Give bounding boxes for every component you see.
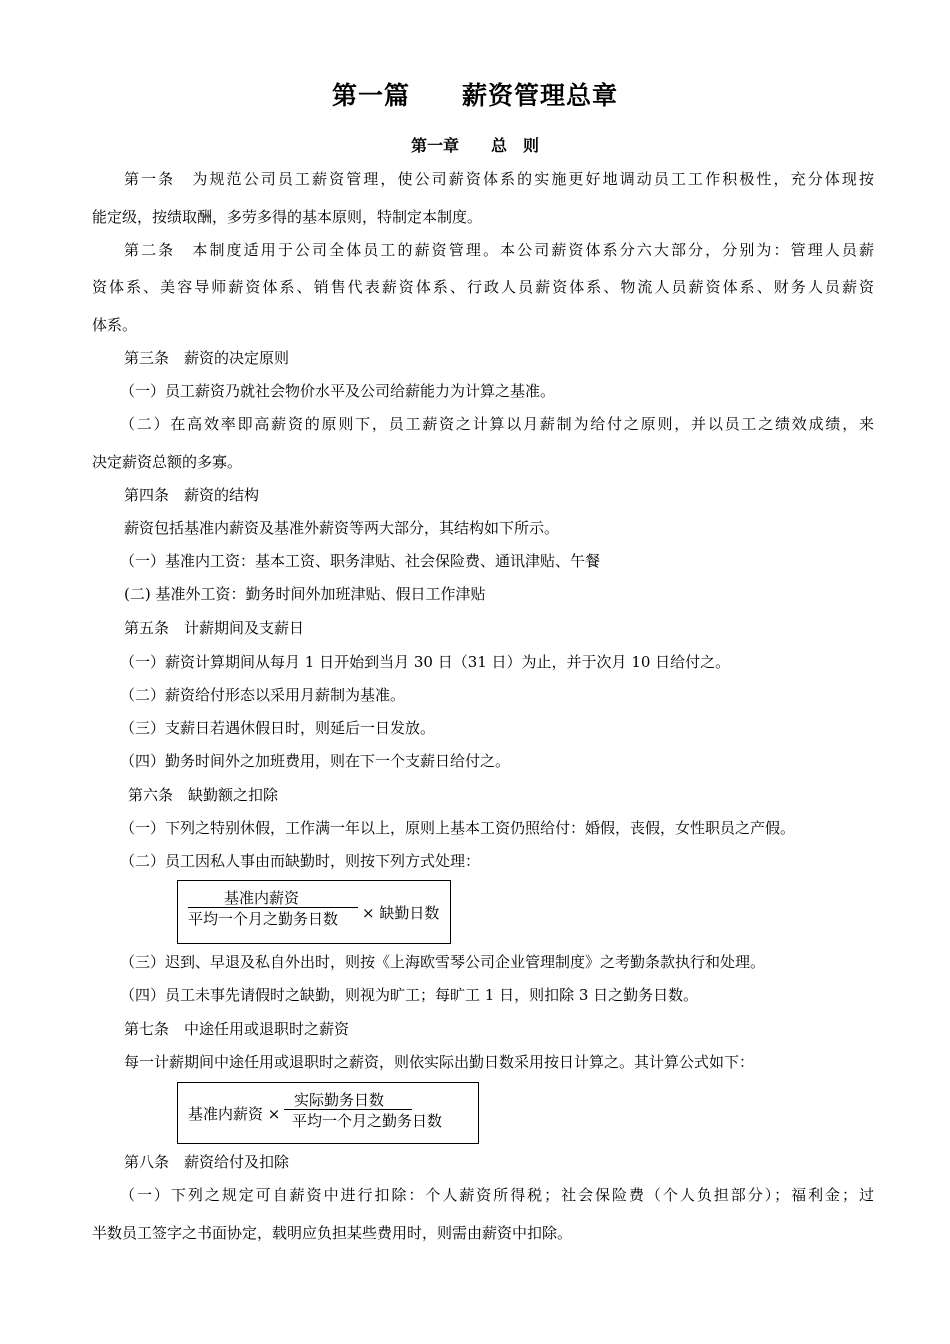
paragraph-line: （二）薪资给付形态以采用月薪制为基准。: [120, 686, 406, 704]
paragraph-line: 体系。: [92, 316, 138, 334]
article-heading: 第五条 计薪期间及支薪日: [124, 619, 305, 637]
paragraph-line: 第一条 为规范公司员工薪资管理，使公司薪资体系的实施更好地调动员工工作积极性，充分体现按: [124, 170, 874, 188]
formula-denominator: 平均一个月之勤务日数: [188, 910, 339, 928]
paragraph-line: （一）薪资计算期间从每月 1 日开始到当月 30 日（31 日）为止，并于次月 10 日给付之。: [120, 653, 731, 671]
article-heading: 第三条 薪资的决定原则: [124, 349, 290, 367]
paragraph-line: (二) 基准外工资：勤务时间外加班津贴、假日工作津贴: [124, 585, 486, 603]
paragraph-line: （三）支薪日若遇休假日时，则延后一日发放。: [120, 719, 436, 737]
paragraph-line: （一）下列之规定可自薪资中进行扣除：个人薪资所得税；社会保险费（个人负担部分）；福利金；过: [120, 1186, 874, 1204]
formula-numerator: 实际勤务日数: [294, 1091, 385, 1109]
paragraph-line: 每一计薪期间中途任用或退职时之薪资，则依实际出勤日数采用按日计算之。其计算公式如下：: [124, 1053, 755, 1071]
chapter-title: 第一章 总 则: [410, 136, 539, 155]
article-heading: 第七条 中途任用或退职时之薪资: [124, 1020, 350, 1038]
paragraph-line: 第二条 本制度适用于公司全体员工的薪资管理。本公司薪资体系分六大部分，分别为：管理人员薪: [124, 241, 874, 259]
paragraph-line: （二）员工因私人事由而缺勤时，则按下列方式处理：: [120, 852, 481, 870]
paragraph-line: 资体系、美容导师薪资体系、销售代表薪资体系、行政人员薪资体系、物流人员薪资体系、财务人员薪资: [92, 278, 874, 296]
paragraph-line: （二）在高效率即高薪资的原则下，员工薪资之计算以月薪制为给付之原则，并以员工之绩效成绩，来: [120, 415, 874, 433]
article-heading: 第四条 薪资的结构: [124, 486, 260, 504]
article-heading: 第八条 薪资给付及扣除: [124, 1153, 290, 1171]
article-heading: 第六条 缺勤额之扣除: [128, 786, 279, 804]
paragraph-line: （四）勤务时间外之加班费用，则在下一个支薪日给付之。: [120, 752, 511, 770]
formula-prefix: 基准内薪资 ×: [188, 1105, 281, 1123]
formula-box-absence: [177, 880, 451, 944]
paragraph-line: 半数员工签字之书面协定，载明应负担某些费用时，则需由薪资中扣除。: [92, 1224, 573, 1242]
paragraph-line: （三）迟到、早退及私自外出时，则按《上海欧雪琴公司企业管理制度》之考勤条款执行和处理。: [120, 953, 766, 971]
formula-denominator: 平均一个月之勤务日数: [292, 1112, 443, 1130]
paragraph-line: （四）员工未事先请假时之缺勤，则视为旷工；每旷工 1 日，则扣除 3 日之勤务日数。: [120, 986, 699, 1004]
formula-multiplier: × 缺勤日数: [362, 904, 440, 922]
paragraph-line: 能定级，按绩取酬，多劳多得的基本原则，特制定本制度。: [92, 208, 483, 226]
part-title: 第一篇 薪资管理总章: [331, 81, 618, 110]
paragraph-line: （一）基准内工资：基本工资、职务津贴、社会保险费、通讯津贴、午餐: [120, 552, 601, 570]
paragraph-line: 薪资包括基准内薪资及基准外薪资等两大部分，其结构如下所示。: [124, 519, 560, 537]
formula-numerator: 基准内薪资: [224, 889, 300, 907]
paragraph-line: 决定薪资总额的多寡。: [92, 453, 243, 471]
paragraph-line: （一）下列之特别休假，工作满一年以上，原则上基本工资仍照给付：婚假，丧假，女性职员之产假。: [120, 819, 796, 837]
formula-box-prorated: [177, 1082, 479, 1144]
paragraph-line: （一）员工薪资乃就社会物价水平及公司给薪能力为计算之基准。: [120, 382, 556, 400]
